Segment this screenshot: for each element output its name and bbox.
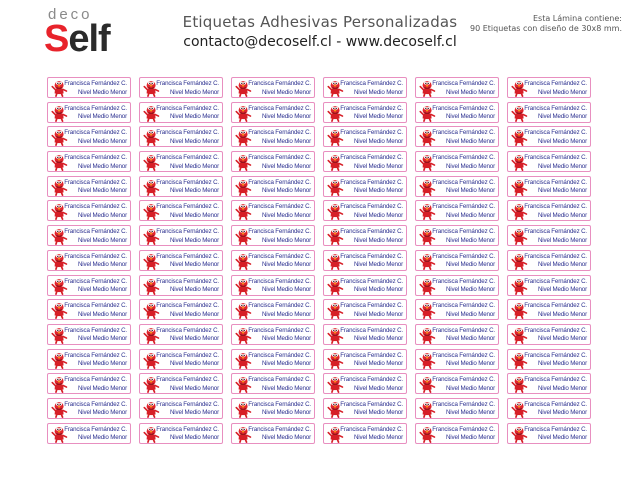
label-level: Nivel Medio Menor: [537, 335, 587, 343]
sticker-label: [415, 349, 499, 370]
label-name: Francisca Fernández C.: [432, 376, 495, 384]
sticker-label: [507, 299, 591, 320]
label-name: Francisca Fernández C.: [340, 400, 403, 408]
sticker-label: [507, 275, 591, 296]
label-name: Francisca Fernández C.: [340, 129, 403, 137]
sticker-label: [323, 250, 407, 271]
sticker-label: [139, 176, 223, 197]
label-level: Nivel Medio Menor: [537, 409, 587, 417]
sticker-label: [47, 299, 131, 320]
label-level: Nivel Medio Menor: [77, 335, 127, 343]
label-level: Nivel Medio Menor: [77, 88, 127, 96]
sticker-label: [231, 151, 315, 172]
label-level: Nivel Medio Menor: [77, 187, 127, 195]
label-level: Nivel Medio Menor: [445, 384, 495, 392]
sticker-label: [47, 324, 131, 345]
label-name: Francisca Fernández C.: [64, 154, 127, 162]
sticker-label: [231, 423, 315, 444]
sticker-label: [231, 324, 315, 345]
contact-line: contacto@decoself.cl - www.decoself.cl: [183, 34, 457, 50]
label-level: Nivel Medio Menor: [537, 310, 587, 318]
label-name: Francisca Fernández C.: [64, 425, 127, 433]
label-level: Nivel Medio Menor: [445, 409, 495, 417]
label-level: Nivel Medio Menor: [77, 310, 127, 318]
label-name: Francisca Fernández C.: [248, 228, 311, 236]
label-level: Nivel Medio Menor: [445, 434, 495, 442]
sticker-label: [139, 250, 223, 271]
sticker-label: [323, 102, 407, 123]
label-name: Francisca Fernández C.: [340, 154, 403, 162]
logo-self-text: [44, 18, 110, 61]
label-level: Nivel Medio Menor: [445, 310, 495, 318]
label-level: Nivel Medio Menor: [261, 137, 311, 145]
sticker-label: [415, 373, 499, 394]
sticker-label: [47, 423, 131, 444]
sticker-label: [139, 151, 223, 172]
sticker-label: [139, 423, 223, 444]
label-sheet: [47, 77, 591, 444]
label-level: Nivel Medio Menor: [353, 261, 403, 269]
label-name: Francisca Fernández C.: [248, 129, 311, 137]
label-name: Francisca Fernández C.: [524, 376, 587, 384]
label-name: Francisca Fernández C.: [156, 154, 219, 162]
sticker-label: [415, 423, 499, 444]
label-level: Nivel Medio Menor: [353, 360, 403, 368]
sticker-label: [231, 250, 315, 271]
label-name: Francisca Fernández C.: [432, 178, 495, 186]
sticker-label: [415, 275, 499, 296]
label-level: Nivel Medio Menor: [537, 384, 587, 392]
label-name: Francisca Fernández C.: [524, 302, 587, 310]
decoself-logo: [44, 6, 134, 60]
sticker-label: [323, 423, 407, 444]
label-name: Francisca Fernández C.: [248, 326, 311, 334]
sticker-label: [139, 373, 223, 394]
label-name: Francisca Fernández C.: [340, 351, 403, 359]
label-name: Francisca Fernández C.: [340, 326, 403, 334]
label-name: Francisca Fernández C.: [156, 326, 219, 334]
label-level: Nivel Medio Menor: [353, 434, 403, 442]
label-name: Francisca Fernández C.: [432, 80, 495, 87]
sticker-label: [323, 398, 407, 419]
label-name: Francisca Fernández C.: [156, 104, 219, 112]
label-name: Francisca Fernández C.: [340, 376, 403, 384]
sticker-label: [47, 151, 131, 172]
label-level: Nivel Medio Menor: [353, 409, 403, 417]
sticker-label: [415, 102, 499, 123]
label-name: Francisca Fernández C.: [64, 228, 127, 236]
label-level: Nivel Medio Menor: [353, 286, 403, 293]
label-level: Nivel Medio Menor: [261, 384, 311, 392]
label-level: Nivel Medio Menor: [445, 113, 495, 121]
label-name: Francisca Fernández C.: [340, 425, 403, 433]
logo-s-letter: S: [44, 18, 69, 60]
label-level: Nivel Medio Menor: [445, 261, 495, 269]
label-name: Francisca Fernández C.: [432, 351, 495, 359]
sticker-label: [415, 126, 499, 147]
label-level: Nivel Medio Menor: [77, 286, 127, 293]
label-level: Nivel Medio Menor: [261, 409, 311, 417]
label-level: Nivel Medio Menor: [169, 137, 219, 145]
label-name: Francisca Fernández C.: [64, 178, 127, 186]
label-level: Nivel Medio Menor: [261, 113, 311, 121]
label-level: Nivel Medio Menor: [169, 360, 219, 368]
label-level: Nivel Medio Menor: [445, 137, 495, 145]
label-level: Nivel Medio Menor: [169, 187, 219, 195]
label-name: Francisca Fernández C.: [340, 302, 403, 310]
sticker-label: [139, 77, 223, 98]
label-level: Nivel Medio Menor: [261, 261, 311, 269]
label-level: Nivel Medio Menor: [537, 360, 587, 368]
label-level: Nivel Medio Menor: [353, 211, 403, 219]
label-name: Francisca Fernández C.: [156, 178, 219, 186]
sticker-label: [507, 225, 591, 246]
label-name: Francisca Fernández C.: [248, 203, 311, 211]
sheet-info-line2: 90 Etiquetas con diseño de 30x8 mm.: [470, 24, 622, 33]
sticker-label: [507, 176, 591, 197]
label-level: Nivel Medio Menor: [537, 236, 587, 244]
label-level: Nivel Medio Menor: [261, 335, 311, 343]
sticker-label: [47, 102, 131, 123]
label-name: Francisca Fernández C.: [248, 277, 311, 285]
label-level: Nivel Medio Menor: [445, 236, 495, 244]
label-name: Francisca Fernández C.: [248, 80, 311, 87]
label-name: Francisca Fernández C.: [64, 376, 127, 384]
label-level: Nivel Medio Menor: [537, 187, 587, 195]
sticker-label: [415, 398, 499, 419]
label-name: Francisca Fernández C.: [64, 400, 127, 408]
label-name: Francisca Fernández C.: [156, 277, 219, 285]
label-level: Nivel Medio Menor: [537, 88, 587, 96]
label-level: Nivel Medio Menor: [537, 162, 587, 170]
label-name: Francisca Fernández C.: [524, 425, 587, 433]
label-name: Francisca Fernández C.: [432, 129, 495, 137]
sticker-label: [507, 398, 591, 419]
label-level: Nivel Medio Menor: [445, 88, 495, 96]
sticker-label: [323, 151, 407, 172]
label-name: Francisca Fernández C.: [524, 178, 587, 186]
label-name: Francisca Fernández C.: [248, 252, 311, 260]
label-level: Nivel Medio Menor: [445, 211, 495, 219]
label-level: Nivel Medio Menor: [537, 137, 587, 145]
label-level: Nivel Medio Menor: [169, 162, 219, 170]
sticker-label: [507, 324, 591, 345]
label-name: Francisca Fernández C.: [64, 129, 127, 137]
label-name: Francisca Fernández C.: [156, 400, 219, 408]
sticker-label: [323, 349, 407, 370]
sticker-label: [47, 275, 131, 296]
label-name: Francisca Fernández C.: [432, 326, 495, 334]
sticker-label: [323, 275, 407, 296]
label-level: Nivel Medio Menor: [261, 286, 311, 293]
label-name: Francisca Fernández C.: [156, 129, 219, 137]
label-name: Francisca Fernández C.: [432, 203, 495, 211]
label-name: Francisca Fernández C.: [248, 425, 311, 433]
sticker-label: [231, 77, 315, 98]
label-level: Nivel Medio Menor: [353, 236, 403, 244]
sticker-label: [323, 373, 407, 394]
label-level: Nivel Medio Menor: [77, 360, 127, 368]
sticker-label: [47, 200, 131, 221]
label-level: Nivel Medio Menor: [77, 137, 127, 145]
sticker-label: [507, 151, 591, 172]
label-level: Nivel Medio Menor: [353, 113, 403, 121]
label-level: Nivel Medio Menor: [445, 162, 495, 170]
page-header: [0, 0, 640, 74]
sticker-label: [139, 349, 223, 370]
sticker-label: [47, 126, 131, 147]
label-name: Francisca Fernández C.: [340, 178, 403, 186]
label-level: Nivel Medio Menor: [77, 409, 127, 417]
logo-deco-text: deco: [48, 6, 93, 23]
page-title: Etiquetas Adhesivas Personalizadas: [182, 13, 458, 31]
label-name: Francisca Fernández C.: [432, 425, 495, 433]
label-name: Francisca Fernández C.: [432, 252, 495, 260]
sticker-label: [323, 324, 407, 345]
sheet-info: [470, 14, 622, 34]
sticker-label: [47, 176, 131, 197]
label-level: Nivel Medio Menor: [77, 236, 127, 244]
label-level: Nivel Medio Menor: [169, 335, 219, 343]
sticker-label: [231, 102, 315, 123]
logo-self-rest: elf: [68, 18, 110, 60]
label-name: Francisca Fernández C.: [524, 129, 587, 137]
label-name: Francisca Fernández C.: [524, 326, 587, 334]
label-level: Nivel Medio Menor: [353, 384, 403, 392]
sticker-label: [139, 398, 223, 419]
label-level: Nivel Medio Menor: [169, 286, 219, 293]
sheet-info-line1: Esta Lámina contiene:: [532, 14, 622, 23]
label-level: Nivel Medio Menor: [169, 409, 219, 417]
label-level: Nivel Medio Menor: [445, 335, 495, 343]
label-name: Francisca Fernández C.: [64, 104, 127, 112]
label-level: Nivel Medio Menor: [169, 88, 219, 96]
label-name: Francisca Fernández C.: [524, 203, 587, 211]
label-level: Nivel Medio Menor: [77, 113, 127, 121]
sticker-label: [415, 225, 499, 246]
sticker-label: [139, 299, 223, 320]
label-name: Francisca Fernández C.: [524, 400, 587, 408]
sticker-label: [231, 176, 315, 197]
sticker-label: [415, 176, 499, 197]
label-name: Francisca Fernández C.: [432, 277, 495, 285]
sticker-label: [415, 77, 499, 98]
label-level: Nivel Medio Menor: [261, 310, 311, 318]
sticker-label: [231, 200, 315, 221]
label-level: Nivel Medio Menor: [353, 187, 403, 195]
label-level: Nivel Medio Menor: [445, 187, 495, 195]
sticker-label: [507, 349, 591, 370]
sticker-label: [323, 200, 407, 221]
label-level: Nivel Medio Menor: [353, 88, 403, 96]
label-level: Nivel Medio Menor: [77, 261, 127, 269]
label-level: Nivel Medio Menor: [169, 261, 219, 269]
label-name: Francisca Fernández C.: [64, 351, 127, 359]
label-level: Nivel Medio Menor: [353, 310, 403, 318]
sticker-label: [415, 250, 499, 271]
label-name: Francisca Fernández C.: [156, 425, 219, 433]
sticker-label: [139, 126, 223, 147]
label-level: Nivel Medio Menor: [537, 113, 587, 121]
sticker-label: [231, 225, 315, 246]
label-name: Francisca Fernández C.: [156, 203, 219, 211]
sticker-label: [415, 324, 499, 345]
label-level: Nivel Medio Menor: [169, 211, 219, 219]
label-name: Francisca Fernández C.: [524, 351, 587, 359]
sticker-label: [47, 225, 131, 246]
label-name: Francisca Fernández C.: [524, 228, 587, 236]
label-level: Nivel Medio Menor: [169, 113, 219, 121]
label-level: Nivel Medio Menor: [537, 286, 587, 293]
sticker-label: [323, 299, 407, 320]
label-level: Nivel Medio Menor: [537, 211, 587, 219]
label-name: Francisca Fernández C.: [248, 376, 311, 384]
label-level: Nivel Medio Menor: [261, 236, 311, 244]
sticker-label: [507, 77, 591, 98]
sticker-label: [47, 250, 131, 271]
sticker-label: [415, 151, 499, 172]
label-level: Nivel Medio Menor: [537, 261, 587, 269]
label-level: Nivel Medio Menor: [77, 162, 127, 170]
sticker-label: [231, 373, 315, 394]
sticker-label: [47, 77, 131, 98]
label-level: Nivel Medio Menor: [169, 310, 219, 318]
sticker-label: [231, 126, 315, 147]
label-level: Nivel Medio Menor: [77, 384, 127, 392]
label-name: Francisca Fernández C.: [156, 351, 219, 359]
label-name: Francisca Fernández C.: [432, 302, 495, 310]
label-name: Francisca Fernández C.: [248, 154, 311, 162]
label-name: Francisca Fernández C.: [524, 104, 587, 112]
sticker-label: [507, 200, 591, 221]
label-name: Francisca Fernández C.: [156, 376, 219, 384]
sticker-label: [507, 250, 591, 271]
sticker-label: [231, 299, 315, 320]
sticker-label: [139, 225, 223, 246]
label-name: Francisca Fernández C.: [156, 80, 219, 87]
label-name: Francisca Fernández C.: [432, 154, 495, 162]
label-level: Nivel Medio Menor: [77, 434, 127, 442]
label-name: Francisca Fernández C.: [340, 228, 403, 236]
label-level: Nivel Medio Menor: [261, 360, 311, 368]
label-name: Francisca Fernández C.: [64, 326, 127, 334]
label-name: Francisca Fernández C.: [248, 104, 311, 112]
label-name: Francisca Fernández C.: [248, 178, 311, 186]
sticker-label: [139, 324, 223, 345]
label-level: Nivel Medio Menor: [261, 162, 311, 170]
label-level: Nivel Medio Menor: [445, 286, 495, 293]
label-level: Nivel Medio Menor: [261, 211, 311, 219]
label-name: Francisca Fernández C.: [432, 400, 495, 408]
label-level: Nivel Medio Menor: [261, 434, 311, 442]
label-name: Francisca Fernández C.: [524, 154, 587, 162]
sticker-label: [323, 225, 407, 246]
label-name: Francisca Fernández C.: [248, 351, 311, 359]
label-name: Francisca Fernández C.: [64, 80, 127, 87]
label-name: Francisca Fernández C.: [432, 228, 495, 236]
label-name: Francisca Fernández C.: [64, 203, 127, 211]
sticker-label: [323, 126, 407, 147]
label-level: Nivel Medio Menor: [353, 137, 403, 145]
sticker-label: [139, 102, 223, 123]
label-name: Francisca Fernández C.: [340, 104, 403, 112]
sticker-label: [415, 200, 499, 221]
label-name: Francisca Fernández C.: [524, 277, 587, 285]
label-name: Francisca Fernández C.: [340, 203, 403, 211]
label-name: Francisca Fernández C.: [248, 400, 311, 408]
sticker-label: [231, 398, 315, 419]
sticker-label: [47, 373, 131, 394]
label-name: Francisca Fernández C.: [156, 228, 219, 236]
sticker-label: [47, 398, 131, 419]
label-name: Francisca Fernández C.: [524, 80, 587, 87]
sticker-label: [323, 77, 407, 98]
label-name: Francisca Fernández C.: [340, 252, 403, 260]
label-level: Nivel Medio Menor: [353, 335, 403, 343]
sticker-label: [231, 275, 315, 296]
label-level: Nivel Medio Menor: [261, 88, 311, 96]
sticker-label: [139, 275, 223, 296]
label-name: Francisca Fernández C.: [64, 277, 127, 285]
label-name: Francisca Fernández C.: [248, 302, 311, 310]
label-level: Nivel Medio Menor: [169, 434, 219, 442]
sticker-label: [47, 349, 131, 370]
label-name: Francisca Fernández C.: [156, 302, 219, 310]
sticker-label: [323, 176, 407, 197]
label-level: Nivel Medio Menor: [537, 434, 587, 442]
sticker-label: [231, 349, 315, 370]
sticker-label: [507, 423, 591, 444]
label-level: Nivel Medio Menor: [169, 384, 219, 392]
label-name: Francisca Fernández C.: [524, 252, 587, 260]
label-name: Francisca Fernández C.: [432, 104, 495, 112]
sticker-label: [507, 373, 591, 394]
sticker-label: [139, 200, 223, 221]
sticker-label: [507, 126, 591, 147]
label-name: Francisca Fernández C.: [64, 252, 127, 260]
label-level: Nivel Medio Menor: [445, 360, 495, 368]
sticker-label: [415, 299, 499, 320]
label-name: Francisca Fernández C.: [340, 277, 403, 285]
label-level: Nivel Medio Menor: [77, 211, 127, 219]
label-name: Francisca Fernández C.: [64, 302, 127, 310]
label-name: Francisca Fernández C.: [156, 252, 219, 260]
sticker-label: [507, 102, 591, 123]
label-level: Nivel Medio Menor: [353, 162, 403, 170]
label-level: Nivel Medio Menor: [261, 187, 311, 195]
label-level: Nivel Medio Menor: [169, 236, 219, 244]
label-name: Francisca Fernández C.: [340, 80, 403, 87]
